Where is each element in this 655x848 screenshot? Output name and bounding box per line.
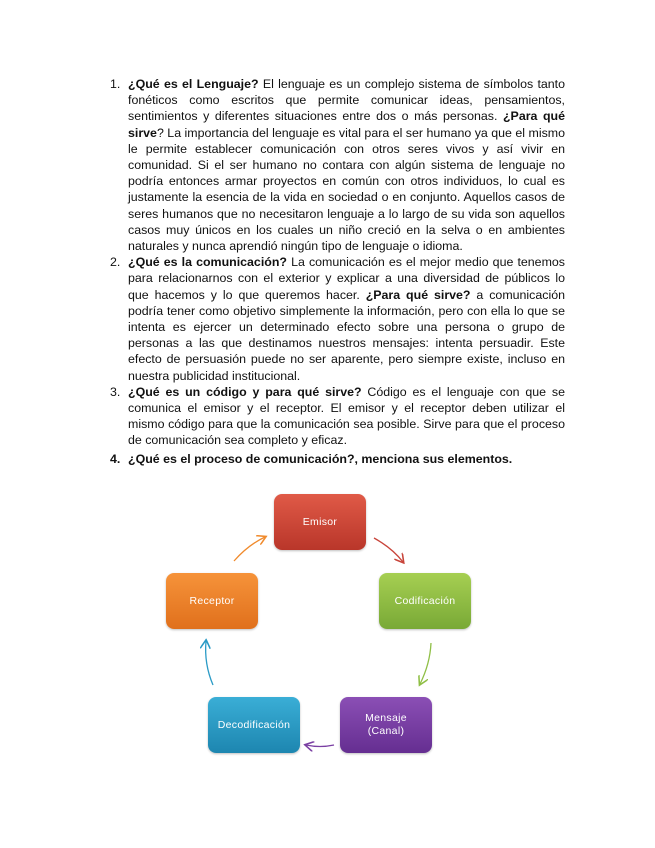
item-number: 4. (110, 451, 121, 466)
answer-text: a comunicación podría tener como objetivo simplemente la información, pero con ella lo que se intenta es ejercer un determinado efecto sobre una persona o grupo de personas a las que destinamos nuestros mensajes: intenta persuadir. Este efecto de persuasión puede no ser aparente, pero siempre existe, incluso en nuestra publicidad institucional. (128, 287, 565, 383)
numbered-list (110, 76, 565, 467)
arrow-decodificacion-receptor (206, 641, 213, 685)
question-para-que-sirve: ¿Para qué sirve (128, 109, 565, 140)
item-number: 2. (110, 255, 121, 270)
list-item-3 (110, 384, 565, 449)
arrow-codificacion-mensaje (420, 643, 431, 684)
question-codigo: ¿Qué es un código y para qué sirve? (128, 384, 362, 399)
arrow-emisor-codificacion (374, 538, 403, 562)
answer-text: Código es el lenguaje con que se comunica el emisor y el receptor. El emisor y el receptor deben utilizar el mismo código para que la comunicación sea posible. Sirve para que el proceso de comunicación sea completo y eficaz. (128, 384, 565, 448)
node-codificacion: Codificación (379, 573, 471, 629)
answer-text: El lenguaje es un complejo sistema de símbolos tanto fonéticos como escritos que permite comunicar ideas, pensamientos, sentimientos y diferentes situaciones entre dos o más personas. (128, 77, 565, 124)
list-item-2 (110, 254, 565, 384)
question-proceso: ¿Qué es el proceso de comunicación?, menciona sus elementos. (128, 451, 513, 466)
question-lenguaje: ¿Qué es el Lenguaje? (128, 77, 259, 91)
question-para-que-sirve: ¿Para qué sirve? (365, 287, 471, 302)
list-item-4 (110, 451, 565, 467)
list-item-1 (110, 76, 565, 254)
node-emisor: Emisor (274, 494, 366, 550)
item-number: 3. (110, 384, 121, 399)
node-decodificacion: Decodificación (208, 697, 300, 753)
node-receptor: Receptor (166, 573, 258, 629)
answer-text: ? La importancia del lenguaje es vital para el ser humano ya que el mismo le permite establecer comunicación con otros seres vivos y así vivir en comunidad. Si el ser humano no contara con algún sistema de lenguaje no podría entonces armar proyectos en común con otros individuos, lo cual es justamente la esencia de la vida en sociedad o en conjunto. Aquellos casos de seres humanos que no necesitaron lenguaje a lo largo de su vida son aquellos casos muy únicos en los cuales un niño creció en la selva o en ambientes naturales y nunca aprendió ningún tipo de lenguaje o idioma. (128, 125, 565, 254)
arrow-receptor-emisor (234, 537, 265, 561)
question-comunicacion: ¿Qué es la comunicación? (128, 255, 287, 270)
arrow-mensaje-decodificacion (306, 745, 334, 747)
answer-text: La comunicación es el mejor medio que tenemos para relacionarnos con el exterior y explicar a una diversidad de públicos lo que hacemos y lo que queremos hacer. (128, 255, 565, 302)
node-mensaje-canal: Mensaje (Canal) (340, 697, 432, 753)
item-number: 1. (110, 77, 121, 91)
